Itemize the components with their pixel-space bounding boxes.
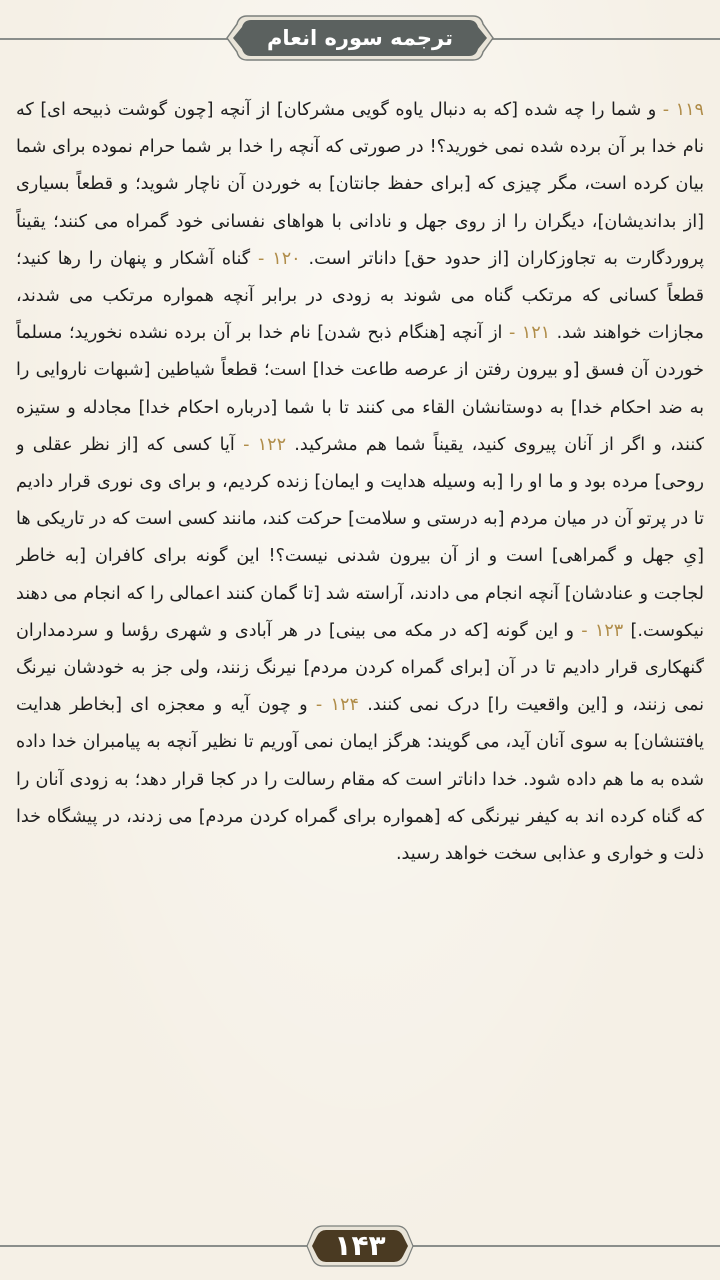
verse-number: ۱۲۱ - [508, 323, 551, 344]
page-title: ترجمه سوره انعام [266, 26, 454, 50]
header-banner [225, 10, 495, 66]
verse-text: آیا کسی که [از نظر عقلی و روحی] مرده بود و ما او را [به وسیله هدایت و ایمان] زنده کردیم، و برای وی نوری قرار دادیم تا در پرتو آن در میان مردم [به درستی و سلامت] حرکت کند، مانند کسی است که در تاریکی ها [یِ جهل و گمراهی] است و از آن بیرون شدنی نیست؟! این گونه برای کافران [به خاطر لجاجت و عنادشان] آنچه انجام می دادند، آراسته شد [تا گمان کنند اعمالی را که انجام می دهند نیکوست.] [16, 434, 704, 641]
verse-number: ۱۱۹ - [662, 100, 704, 120]
translation-text [16, 92, 704, 1202]
verse-text: گناه آشکار و پنهان را رها کنید؛ قطعاً کسانی که مرتکب گناه می شوند به زودی در برابر آنچه همواره مرتکب می شدند، مجازات خواهند شد. [16, 248, 704, 344]
verse-text: و این گونه [که در مکه می بینی] در هر آبادی و شهری رؤسا و سردمداران گنهکاری قرار دادیم تا در آن [برای گمراه کردن مردم] نیرنگ زنند، ولی جز به خودشان نیرنگ نمی زنند، و [این واقعیت را] درک نمی کنند. [16, 620, 704, 716]
verse-text: و چون آیه و معجزه ای [بخاطر هدایت یافتنشان] به سوی آنان آید، می گویند: هرگز ایمان نمی آوریم تا نظیر آنچه به پیامبران خدا داده شده به ما هم داده شود. خدا داناتر است که مقام رسالت را در کجا قرار دهد؛ به زودی آنان را که گناه کرده اند به کیفر نیرنگی که [همواره برای گمراه کردن مردم] می زدند، در پیشگاه خدا ذلت و خواری و عذابی سخت خواهد رسید. [16, 695, 704, 865]
verse-number: ۱۲۰ - [258, 248, 301, 269]
page-number-badge [305, 1222, 415, 1270]
verse-text: از آنچه [هنگام ذبح شدن] نام خدا بر آن برده نشده نخورید؛ مسلماً خوردن آن فسق [و بیرون رفتن از عرصه طاعت خدا] است؛ قطعاً شیاطین [شبهات ناروایی را به ضد احکام خدا] به دوستانشان القاء می کنند تا با شما [درباره احکام خدا] مجادله و ستیزه کنند، و اگر از آنان پیروی کنید، یقیناً شما هم مشرکید. [16, 323, 704, 455]
verse-number: ۱۲۳ - [581, 620, 624, 641]
verse-number: ۱۲۴ - [315, 695, 359, 716]
page-number: ۱۴۳ [334, 1229, 386, 1262]
verse-number: ۱۲۲ - [243, 434, 287, 455]
verse-text: و شما را چه شده [که به دنبال یاوه گویی مشرکان] از آنچه [چون گوشت ذبیحه ای] که نام خدا بر آن برده شده نمی خورید؟! در صورتی که آنچه را خدا بر شما حرام نموده برای شما بیان کرده است، مگر چیزی که [برای حفظ جانتان] به خوردن آن ناچار شوید؛ و قطعاً بسیاری [از بداندیشان]، دیگران را از روی جهل و نادانی با هواهای نفسانی خود گمراه می کنند؛ یقیناً پروردگارت به تجاوزکاران [از حدود حق] داناتر است. [16, 100, 704, 269]
